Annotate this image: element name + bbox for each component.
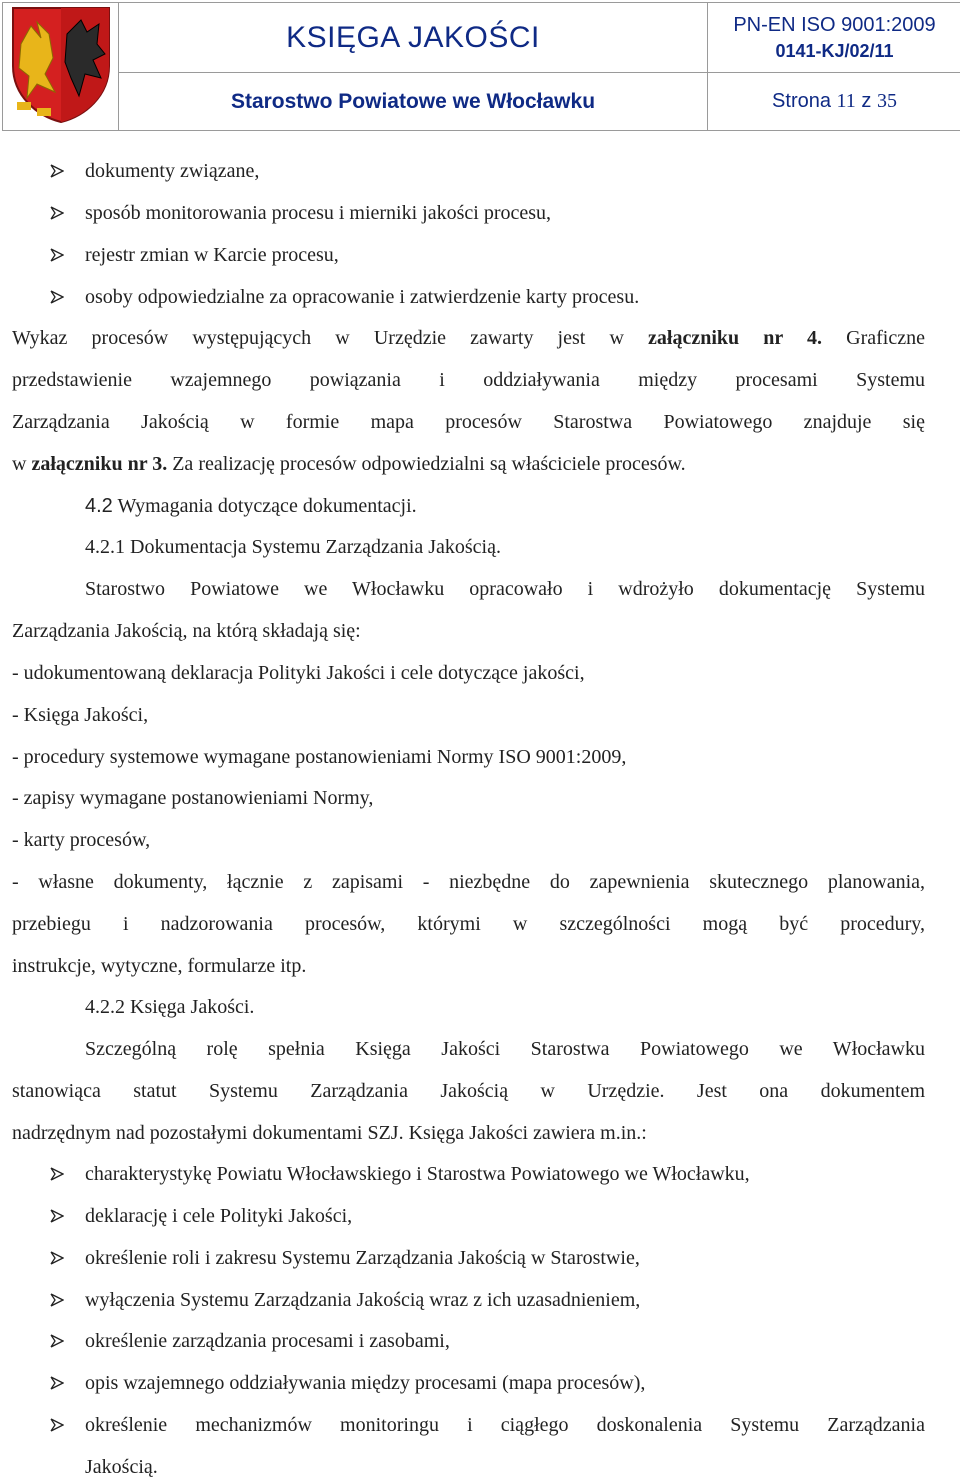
section-heading-4-2 — [12, 495, 925, 518]
list-item-text: deklarację i cele Polityki Jakości, — [85, 1205, 352, 1228]
page-number — [772, 90, 897, 112]
section-heading-4-2-1: 4.2.1 Dokumentacja Systemu Zarządzania Jakością. — [12, 536, 925, 559]
paragraph-line — [12, 327, 925, 350]
list-item-text: rejestr zmian w Karcie procesu, — [85, 244, 339, 267]
text-run: Graficzne — [846, 327, 925, 349]
arrow-bullet-icon — [50, 1334, 64, 1348]
document-code: 0141-KJ/02/11 — [708, 41, 960, 62]
paragraph-line: instrukcje, wytyczne, formularze itp. — [12, 955, 925, 978]
arrow-bullet-icon — [50, 1209, 64, 1223]
annex-reference: załączniku nr 3. — [31, 453, 167, 475]
text-run: w — [12, 453, 26, 475]
text-run: Za realizację procesów odpowiedzialni są właściciele procesów. — [172, 453, 685, 475]
coat-of-arms-icon — [7, 4, 115, 124]
logo-cell — [3, 3, 119, 131]
dash-list-item: - karty procesów, — [12, 829, 925, 852]
list-item-text: opis wzajemnego oddziaływania między procesami (mapa procesów), — [85, 1372, 645, 1395]
page-separator: z — [861, 90, 871, 112]
document-header — [2, 2, 960, 131]
dash-list-item: - procedury systemowe wymagane postanowieniami Normy ISO 9001:2009, — [12, 746, 925, 769]
list-item-text: charakterystykę Powiatu Włocławskiego i Starostwa Powiatowego we Włocławku, — [85, 1163, 750, 1186]
dash-list-item: - własne dokumenty, łącznie z zapisami - niezbędne do zapewnienia skutecznego planowania, — [12, 871, 925, 894]
arrow-bullet-icon — [50, 206, 64, 220]
page-current: 11 — [837, 90, 856, 112]
section-title: Wymagania dotyczące dokumentacji. — [117, 495, 416, 517]
list-item-text: dokumenty związane, — [85, 160, 259, 183]
paragraph-line: Zarządzania Jakością, na którą składają się: — [12, 620, 925, 643]
list-item-text: określenie roli i zakresu Systemu Zarządzania Jakością w Starostwie, — [85, 1247, 640, 1270]
section-number: 4.2 — [85, 495, 113, 517]
list-item-text: określenie mechanizmów monitoringu i ciągłego doskonalenia Systemu Zarządzania — [85, 1414, 925, 1437]
header-org-cell — [119, 73, 708, 131]
paragraph-line — [12, 453, 925, 476]
dash-list-item: - zapisy wymagane postanowieniami Normy, — [12, 787, 925, 810]
arrow-bullet-icon — [50, 1251, 64, 1265]
paragraph-line: Zarządzania Jakością w formie mapa procesów Starostwa Powiatowego znajduje się — [12, 411, 925, 434]
header-norm-cell — [708, 3, 960, 73]
arrow-bullet-icon — [50, 248, 64, 262]
arrow-bullet-icon — [50, 1167, 64, 1181]
list-item-text: sposób monitorowania procesu i mierniki jakości procesu, — [85, 202, 551, 225]
paragraph-line: stanowiąca statut Systemu Zarządzania Jakością w Urzędzie. Jest ona dokumentem — [12, 1080, 925, 1103]
arrow-bullet-icon — [50, 1376, 64, 1390]
paragraph-line: przebiegu i nadzorowania procesów, którymi w szczególności mogą być procedury, — [12, 913, 925, 936]
paragraph-line: Szczególną rolę spełnia Księga Jakości Starostwa Powiatowego we Włocławku — [12, 1038, 925, 1061]
page-label: Strona — [772, 90, 831, 112]
paragraph-line: przedstawienie wzajemnego powiązania i oddziaływania między procesami Systemu — [12, 369, 925, 392]
list-item-text: określenie zarządzania procesami i zasobami, — [85, 1330, 450, 1353]
text-run: Wykaz procesów występujących w Urzędzie zawarty jest w — [12, 327, 624, 349]
paragraph-line: Starostwo Powiatowe we Włocławku opracowało i wdrożyło dokumentację Systemu — [12, 578, 925, 601]
arrow-bullet-icon — [50, 1293, 64, 1307]
header-title-cell — [119, 3, 708, 73]
section-heading-4-2-2: 4.2.2 Księga Jakości. — [12, 996, 925, 1019]
header-page-cell — [708, 73, 960, 131]
paragraph-line: nadrzędnym nad pozostałymi dokumentami SZJ. Księga Jakości zawiera m.in.: — [12, 1122, 925, 1145]
document-title: KSIĘGA JAKOŚCI — [286, 21, 540, 54]
annex-reference: załączniku nr 4. — [648, 327, 822, 349]
dash-list-item: - Księga Jakości, — [12, 704, 925, 727]
list-item-text: wyłączenia Systemu Zarządzania Jakością wraz z ich uzasadnieniem, — [85, 1289, 640, 1312]
arrow-bullet-icon — [50, 1418, 64, 1432]
organization-name: Starostwo Powiatowe we Włocławku — [231, 90, 595, 113]
list-item-text: Jakością. — [85, 1456, 158, 1479]
dash-list-item: - udokumentowaną deklaracja Polityki Jakości i cele dotyczące jakości, — [12, 662, 925, 685]
arrow-bullet-icon — [50, 290, 64, 304]
norm-label: PN-EN ISO 9001:2009 — [708, 14, 960, 37]
list-item-text: osoby odpowiedzialne za opracowanie i zatwierdzenie karty procesu. — [85, 286, 639, 309]
page-total: 35 — [877, 90, 897, 112]
arrow-bullet-icon — [50, 164, 64, 178]
